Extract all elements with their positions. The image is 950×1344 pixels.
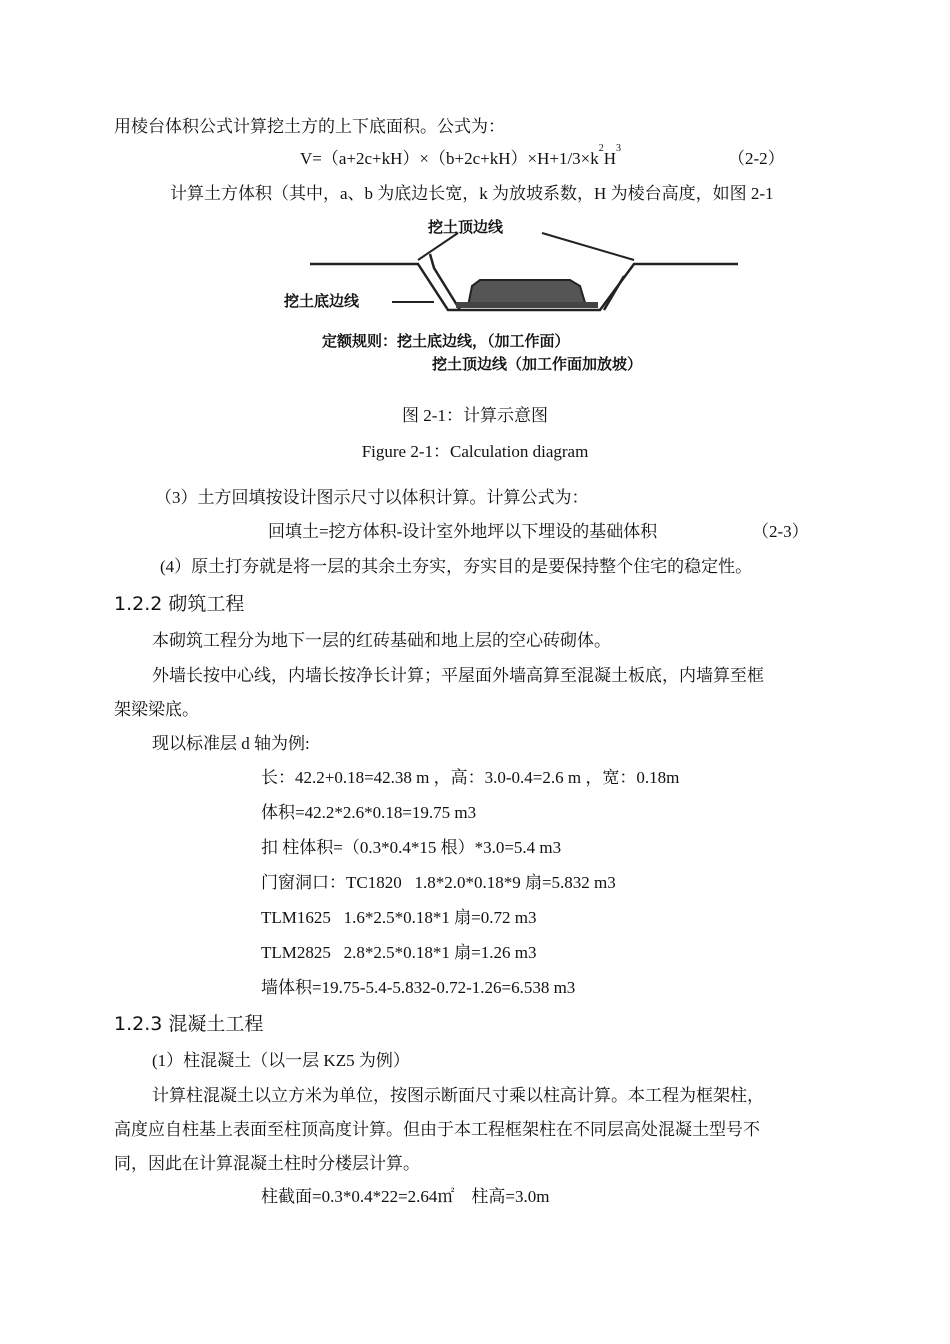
label-bottom-edge: 挖土底边线 — [284, 292, 360, 310]
formula-number: （2-3） — [752, 522, 809, 541]
paragraph-line: 架梁梁底。 — [114, 700, 199, 719]
figure-caption-en: Figure 2-1：Calculation diagram — [361, 442, 589, 461]
section-heading: 1.2.2 砌筑工程 — [114, 593, 245, 615]
bottom-offset-line — [430, 254, 460, 310]
calc-line: TLM1625 1.6*2.5*0.18*1 扇=0.72 m3 — [261, 908, 537, 927]
paragraph-line: 计算柱混凝土以立方米为单位，按图示断面尺寸乘以柱高计算。本工程为框架柱， — [152, 1086, 764, 1105]
figure-caption-cn: 图 2-1：计算示意图 — [402, 406, 548, 425]
text-line: (4）原土打夯就是将一层的其余土夯实，夯实目的是要保持整个住宅的稳定性。 — [160, 557, 753, 576]
pointer-line-right — [542, 233, 634, 260]
formula-text: V=（a+2c+kH）×（b+2c+kH）×H+1/3×k — [300, 149, 599, 168]
calc-line: 门窗洞口：TC1820 1.8*2.0*0.18*9 扇=5.832 m3 — [261, 873, 616, 892]
calc-line: 扣 柱体积=（0.3*0.4*15 根）*3.0=5.4 m3 — [261, 838, 562, 857]
paragraph-line: 高度应自柱基上表面至柱顶高度计算。但由于本工程框架柱在不同层高处混凝土型号不 — [114, 1120, 760, 1139]
paragraph-line: 外墙长按中心线，内墙长按净长计算；平屋面外墙高算至混凝土板底，内墙算至框 — [152, 666, 764, 685]
calc-line: 墙体积=19.75-5.4-5.832-0.72-1.26=6.538 m3 — [261, 978, 576, 997]
section-heading: 1.2.3 混凝土工程 — [114, 1013, 264, 1035]
formula-number: （2-2） — [728, 149, 785, 168]
text-line: 计算土方体积（其中，a、b 为底边长宽，k 为放坡系数，H 为棱台高度，如图 2-1 — [170, 184, 774, 203]
formula-text: H — [603, 149, 617, 168]
calc-line: 体积=42.2*2.6*0.18=19.75 m3 — [261, 803, 477, 822]
formula-exponent: 3 — [616, 143, 622, 155]
formula-2-3: 回填土=挖方体积-设计室外地坪以下埋设的基础体积 — [268, 522, 658, 541]
paragraph-line: (1）柱混凝土（以一层 KZ5 为例） — [152, 1051, 410, 1070]
calc-line: TLM2825 2.8*2.5*0.18*1 扇=1.26 m3 — [261, 943, 537, 962]
right-slope-line — [604, 276, 624, 310]
calc-line: 柱截面=0.3*0.4*22=2.64㎡ 柱高=3.0m — [261, 1187, 550, 1206]
paragraph-line: 同，因此在计算混凝土柱时分楼层计算。 — [114, 1154, 420, 1173]
paragraph-line: 本砌筑工程分为地下一层的红砖基础和地上层的空心砖砌体。 — [152, 631, 611, 650]
calc-line: 长：42.2+0.18=42.38 m ，高：3.0-0.4=2.6 m ，宽：0.18m — [261, 768, 680, 787]
foundation-base — [456, 302, 598, 308]
diagram-svg — [258, 212, 750, 392]
paragraph-line: 现以标准层 d 轴为例: — [152, 734, 310, 753]
rule-text-1: 定额规则：挖土底边线，（加工作面） — [322, 332, 570, 350]
text-line: 用棱台体积公式计算挖土方的上下底面积。公式为： — [114, 117, 505, 136]
formula-exponent: 2 — [598, 143, 604, 155]
label-top-edge: 挖土顶边线 — [428, 218, 504, 236]
text-line: （3）土方回填按设计图示尺寸以体积计算。计算公式为： — [155, 488, 589, 507]
formula-2-2 — [300, 143, 622, 170]
excavation-diagram — [258, 212, 750, 392]
pointer-line-left — [418, 233, 458, 260]
rule-text-2: 挖土顶边线（加工作面加放坡） — [432, 355, 643, 373]
